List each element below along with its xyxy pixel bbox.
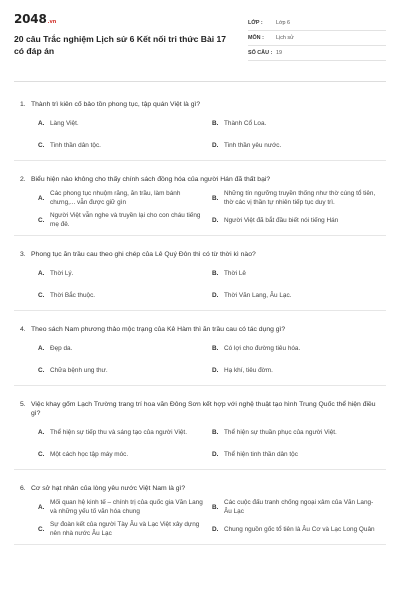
brand-block xyxy=(14,12,234,81)
option-letter: B. xyxy=(212,269,219,277)
option-text: Làng Việt. xyxy=(50,119,79,127)
option-text: Các phong tục nhuộm răng, ăn trầu, làm bánh chưng,... vẫn được giữ gìn xyxy=(50,190,181,206)
logo-domain: .vn xyxy=(47,19,57,25)
option-letter: B. xyxy=(212,194,219,202)
option-text: Mối quan hệ kinh tế – chính trị của quốc gia Văn Lang và những yếu tố văn hóa chung xyxy=(50,499,203,515)
question-line xyxy=(14,100,386,109)
answer-option[interactable] xyxy=(212,359,386,381)
option-letter: A. xyxy=(38,119,45,127)
answer-option[interactable] xyxy=(212,518,386,540)
question-item xyxy=(14,86,386,161)
answer-option[interactable] xyxy=(38,518,212,540)
question-item xyxy=(14,161,386,236)
answer-option[interactable] xyxy=(38,134,212,156)
question-list xyxy=(14,82,386,545)
option-text: Người Việt vẫn nghe và truyền lại cho con cháu tiếng mẹ đẻ. xyxy=(50,212,201,228)
question-item xyxy=(14,311,386,386)
answer-option[interactable] xyxy=(38,262,212,284)
option-letter: D. xyxy=(212,291,219,299)
option-text: Thời Văn Lang, Âu Lạc. xyxy=(224,291,292,299)
option-letter: C. xyxy=(38,216,45,224)
option-letter: D. xyxy=(212,216,219,224)
question-text: Biểu hiện nào không cho thấy chính sách đồng hóa của người Hán đã thất bại? xyxy=(31,176,271,183)
question-line xyxy=(14,250,386,259)
option-text: Thể hiện sự tiếp thu và sáng tạo của người Việt. xyxy=(50,428,187,436)
option-letter: C. xyxy=(38,141,45,149)
site-logo[interactable] xyxy=(14,12,234,26)
option-letter: C. xyxy=(38,291,45,299)
answer-options xyxy=(14,184,386,231)
question-text: Phong tục ăn trầu cau theo ghi chép của Lê Quý Đôn thì có từ thời kì nào? xyxy=(31,251,256,258)
option-text: Hạ khí, tiêu đờm. xyxy=(224,366,273,374)
option-text: Những tín ngưỡng truyền thống như thờ cúng tổ tiên, thờ các vị thần tự nhiên tiếp tục duy trì. xyxy=(224,190,376,206)
option-text: Thời Lý. xyxy=(50,269,74,277)
answer-option[interactable] xyxy=(212,187,386,209)
question-text: Cơ sở hạt nhân của lòng yêu nước Việt Nam là gì? xyxy=(31,485,186,492)
option-letter: D. xyxy=(212,141,219,149)
option-text: Sự đoàn kết của người Tày Âu và Lạc Việt xây dựng nên nhà nước Âu Lạc xyxy=(50,521,200,537)
option-letter: A. xyxy=(38,269,45,277)
option-text: Tinh thần yêu nước. xyxy=(224,141,282,149)
question-number: 4. xyxy=(20,326,26,333)
meta-row-subject xyxy=(248,31,386,46)
option-text: Có lợi cho đường tiêu hóa. xyxy=(224,344,301,352)
option-text: Một cách học tập máy móc. xyxy=(50,450,129,458)
question-item xyxy=(14,236,386,311)
question-text: Thành trì kiên cố bảo tồn phong tục, tập quán Việt là gì? xyxy=(31,101,201,108)
question-number: 1. xyxy=(20,101,26,108)
answer-option[interactable] xyxy=(38,496,212,518)
answer-options xyxy=(14,109,386,156)
page-header xyxy=(14,0,386,82)
option-letter: B. xyxy=(212,119,219,127)
question-item xyxy=(14,386,386,470)
question-line xyxy=(14,400,386,418)
question-number: 5. xyxy=(20,401,26,408)
answer-option[interactable] xyxy=(38,443,212,465)
option-letter: A. xyxy=(38,194,45,202)
answer-option[interactable] xyxy=(212,337,386,359)
option-letter: A. xyxy=(38,503,45,511)
option-letter: B. xyxy=(212,428,219,436)
meta-table xyxy=(248,12,386,81)
answer-option[interactable] xyxy=(38,337,212,359)
question-line xyxy=(14,484,386,493)
option-text: Thành Cổ Loa. xyxy=(224,119,267,127)
answer-option[interactable] xyxy=(212,284,386,306)
meta-key: LỚP : xyxy=(248,20,263,26)
question-line xyxy=(14,175,386,184)
question-number: 6. xyxy=(20,485,26,492)
option-text: Người Việt đã bắt đầu biết nói tiếng Hán xyxy=(224,216,339,224)
question-text: Theo sách Nam phương thảo mộc trạng của Kê Hàm thì ăn trầu cau có tác dụng gì? xyxy=(31,326,286,333)
answer-option[interactable] xyxy=(212,134,386,156)
option-letter: D. xyxy=(212,366,219,374)
option-text: Tinh thần dân tộc. xyxy=(50,141,101,149)
option-letter: C. xyxy=(38,450,45,458)
meta-key: SỐ CÂU : xyxy=(248,50,273,56)
option-letter: D. xyxy=(212,525,219,533)
question-item xyxy=(14,470,386,545)
meta-row-grade xyxy=(248,16,386,31)
answer-options xyxy=(14,418,386,465)
option-text: Chữa bệnh ung thư. xyxy=(50,366,108,374)
meta-value: Lịch sử xyxy=(276,35,294,41)
document-title: 20 câu Trắc nghiệm Lịch sử 6 Kết nối tri thức Bài 17 có đáp án xyxy=(14,34,227,56)
option-text: Thời Lê xyxy=(224,269,246,277)
answer-option[interactable] xyxy=(38,209,212,231)
meta-row-question-count xyxy=(248,46,386,61)
answer-option[interactable] xyxy=(212,209,386,231)
option-text: Thể hiện sự thuần phục của người Việt. xyxy=(224,428,337,436)
question-number: 3. xyxy=(20,251,26,258)
option-letter: B. xyxy=(212,503,219,511)
question-number: 2. xyxy=(20,176,26,183)
option-text: Các cuộc đấu tranh chống ngoại xâm của Văn Lang- Âu Lạc xyxy=(224,499,374,515)
option-letter: A. xyxy=(38,428,45,436)
answer-options xyxy=(14,259,386,306)
answer-options xyxy=(14,493,386,540)
answer-option[interactable] xyxy=(212,421,386,443)
answer-option[interactable] xyxy=(38,421,212,443)
answer-option[interactable] xyxy=(38,359,212,381)
option-letter: B. xyxy=(212,344,219,352)
answer-option[interactable] xyxy=(212,443,386,465)
option-letter: C. xyxy=(38,525,45,533)
option-letter: C. xyxy=(38,366,45,374)
meta-value: 19 xyxy=(276,50,282,56)
meta-key: MÔN : xyxy=(248,35,264,41)
answer-option[interactable] xyxy=(38,187,212,209)
option-text: Thời Bắc thuộc. xyxy=(50,291,96,299)
option-letter: D. xyxy=(212,450,219,458)
option-text: Chung nguồn gốc tổ tiên là Âu Cơ và Lạc Long Quân xyxy=(224,525,375,533)
answer-option[interactable] xyxy=(38,284,212,306)
option-text: Thể hiện tinh thần dân tộc xyxy=(224,450,298,458)
option-text: Đẹp da. xyxy=(50,344,73,352)
answer-option[interactable] xyxy=(38,112,212,134)
answer-option[interactable] xyxy=(212,496,386,518)
logo-text: 2048 xyxy=(14,12,47,26)
answer-option[interactable] xyxy=(212,112,386,134)
answer-options xyxy=(14,334,386,381)
question-text: Việc khay gốm Lạch Trường trang trí hoa văn Đông Sơn kết hợp với nghệ thuật tạo hình Trung Quốc thể hiện điều gì? xyxy=(31,401,376,417)
meta-value: Lớp 6 xyxy=(276,20,291,26)
answer-option[interactable] xyxy=(212,262,386,284)
question-line xyxy=(14,325,386,334)
option-letter: A. xyxy=(38,344,45,352)
